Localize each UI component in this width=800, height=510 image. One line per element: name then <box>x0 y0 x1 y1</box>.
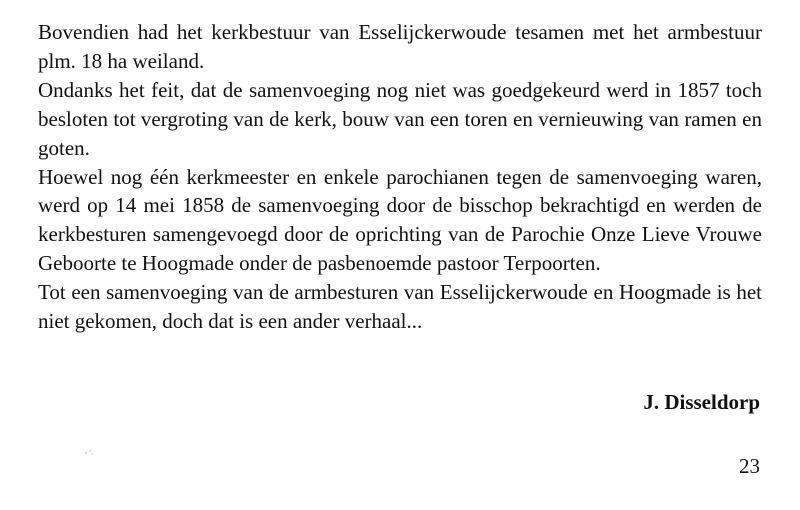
author-signature: J. Disseldorp <box>643 390 760 414</box>
body-text <box>38 18 762 336</box>
page-number: 23 <box>739 454 760 478</box>
paragraph-4: Tot een samenvoeging van de armbesturen van Esselijckerwoude en Hoogmade is het niet gekomen, doch dat is een ander verhaal... <box>38 280 762 334</box>
scan-speck <box>82 446 96 458</box>
paragraph-2: Ondanks het feit, dat de samenvoeging nog niet was goedgekeurd werd in 1857 toch besloten tot vergroting van de kerk, bouw van een toren en vernieuwing van ramen en goten. <box>38 77 762 160</box>
paragraph-3: Hoewel nog één kerkmeester en enkele parochianen tegen de samenvoeging waren, werd op 14 mei 1858 de samenvoeging door de bisschop bekrachtigd en werden de kerkbesturen samengevoegd door de oprichting van de Parochie Onze Lieve Vrouwe Geboorte te Hoogmade onder de pasbenoemde pastoor Terpoorten. <box>38 164 762 276</box>
paragraph-1: Bovendien had het kerkbestuur van Esselijckerwoude tesamen met het armbestuur plm. 18 ha weiland. <box>38 20 762 73</box>
